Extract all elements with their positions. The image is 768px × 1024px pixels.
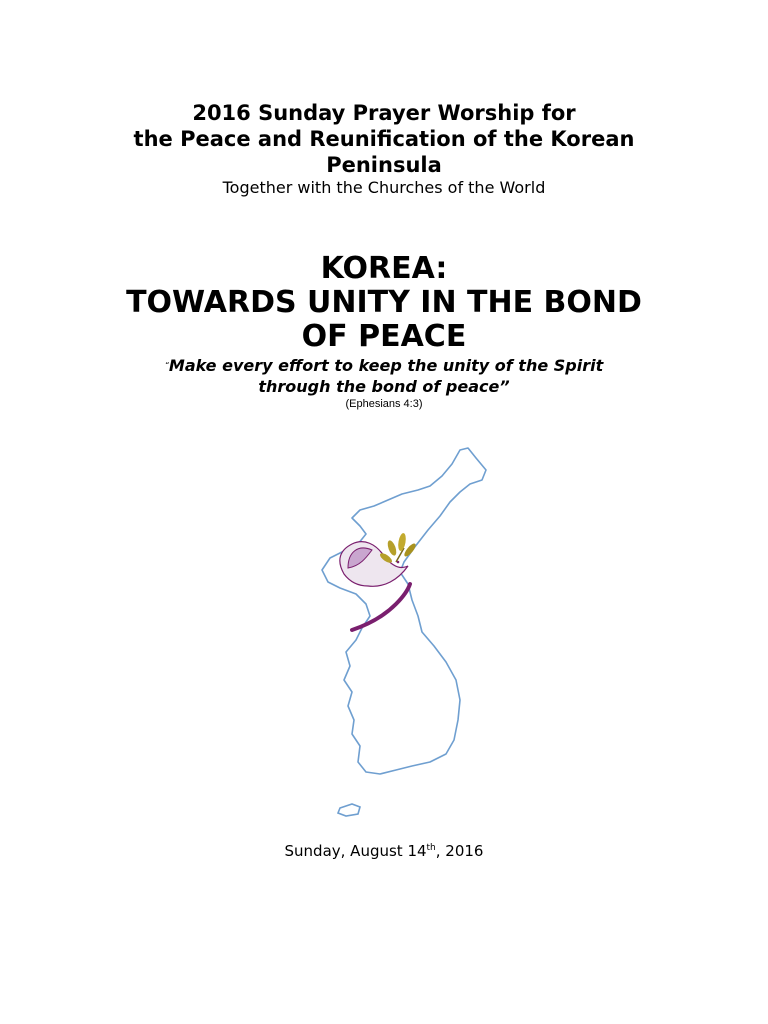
- theme-heading: [0, 252, 768, 354]
- date-year: , 2016: [435, 842, 484, 860]
- scripture-quote: [0, 355, 768, 397]
- peninsula-outline: [322, 448, 486, 774]
- title-line-2: the Peace and Reunification of the Korean: [133, 127, 635, 151]
- title-line-3: Peninsula: [326, 153, 442, 177]
- quote-line-1: [0, 355, 768, 376]
- date-prefix: Sunday, August 14: [284, 842, 427, 860]
- quote-line-2: through the bond of peace”: [258, 377, 510, 396]
- jeju-island: [338, 804, 360, 816]
- olive-branch-icon: [379, 533, 418, 565]
- date-ordinal-suffix: th: [426, 843, 436, 853]
- korea-peninsula-map-with-dove-icon: [300, 440, 510, 830]
- quote-open-mark: “: [164, 361, 169, 370]
- dove-swoosh: [352, 584, 410, 630]
- title-line-1: 2016 Sunday Prayer Worship for: [192, 101, 576, 125]
- event-date: [0, 842, 768, 860]
- theme-line-2: TOWARDS UNITY IN THE BOND: [126, 285, 642, 320]
- document-title: [0, 100, 768, 198]
- scripture-reference: (Ephesians 4:3): [345, 398, 423, 410]
- dove-eye: [397, 561, 400, 564]
- theme-line-1: KOREA:: [320, 251, 448, 286]
- theme-line-3: OF PEACE: [301, 319, 467, 354]
- quote-text-1: Make every effort to keep the unity of the Spirit: [168, 356, 604, 375]
- subtitle: Together with the Churches of the World: [222, 178, 546, 197]
